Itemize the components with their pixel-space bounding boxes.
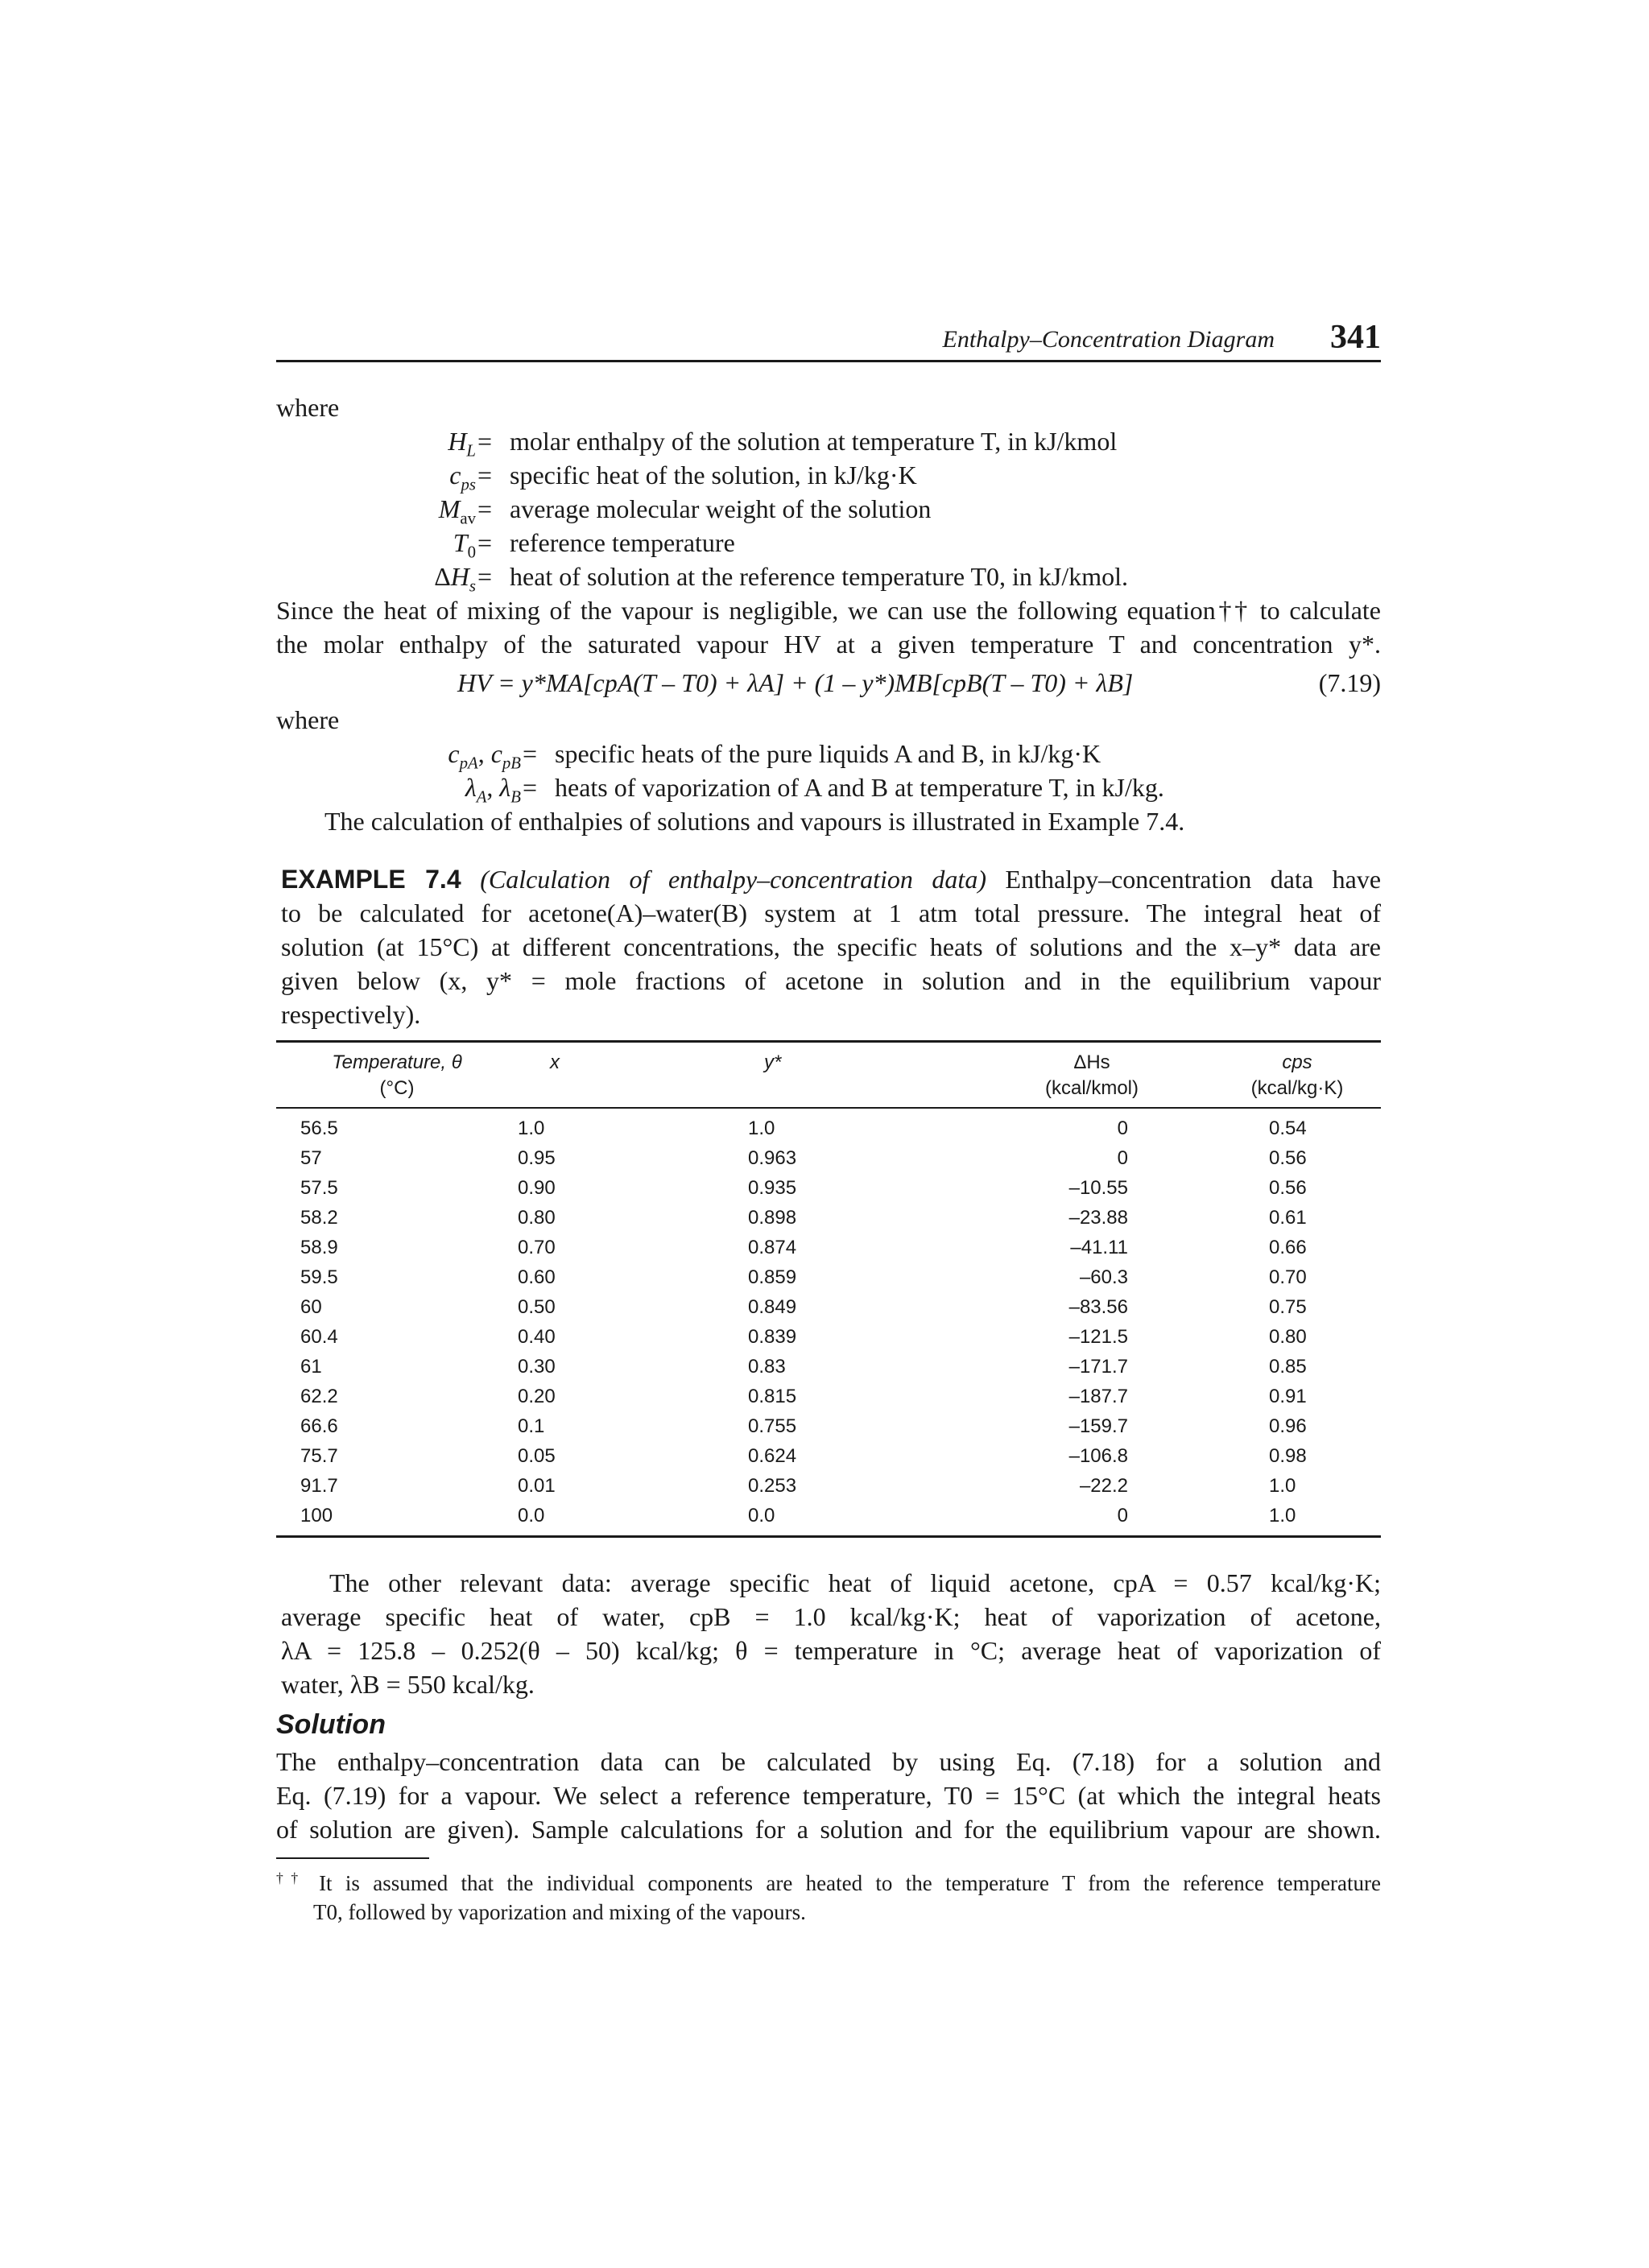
cell-temperature: 57 xyxy=(300,1147,322,1169)
cell-cps: 0.54 xyxy=(1269,1117,1307,1139)
cell-cps: 0.96 xyxy=(1269,1415,1307,1437)
cell-cps-cell xyxy=(1213,1501,1381,1537)
cell-x: 0.90 xyxy=(518,1177,556,1199)
cell-cps: 0.56 xyxy=(1269,1147,1307,1169)
table-row xyxy=(276,1292,1381,1322)
cell-cps: 0.70 xyxy=(1269,1266,1307,1288)
unit-delta-hs: (kcal/kmol) xyxy=(970,1076,1213,1108)
cell-cps: 1.0 xyxy=(1269,1505,1296,1526)
cell-cps-cell xyxy=(1213,1322,1381,1352)
unit-cps: (kcal/kg·K) xyxy=(1213,1076,1381,1108)
cell-cps-cell xyxy=(1213,1108,1381,1143)
cell-x: 0.70 xyxy=(518,1237,556,1258)
cell-cps-cell xyxy=(1213,1471,1381,1501)
cell-x: 0.95 xyxy=(518,1147,556,1169)
cell-cps: 0.80 xyxy=(1269,1326,1307,1348)
cell-temperature: 56.5 xyxy=(300,1117,338,1139)
example-title: (Calculation of enthalpy–concentration data) xyxy=(480,865,986,894)
cell-delta-hs: 0 xyxy=(1117,1117,1128,1139)
cell-x: 1.0 xyxy=(518,1117,545,1139)
cell-cps: 0.91 xyxy=(1269,1386,1307,1407)
equals-sign: = xyxy=(477,562,493,591)
cell-x: 0.30 xyxy=(518,1356,556,1378)
cell-cps-cell xyxy=(1213,1441,1381,1471)
table-row xyxy=(276,1471,1381,1501)
cell-temperature: 75.7 xyxy=(300,1445,338,1467)
data-table xyxy=(276,1040,1381,1538)
cell-delta-hs-cell xyxy=(970,1382,1213,1411)
running-header xyxy=(276,318,1381,362)
cell-y-star: 1.0 xyxy=(748,1117,775,1139)
definition-symbol: $c_{ps}$ xyxy=(449,461,476,494)
definition-text: heats of vaporization of A and B at temperature T, in kJ/kg. xyxy=(555,773,1164,802)
solution-line: of solution are given). Sample calculations for a solution and for the equilibrium vapour are shown. xyxy=(276,1815,1381,1844)
header-delta-hs: ΔHs xyxy=(970,1042,1213,1076)
cell-y-star: 0.859 xyxy=(748,1266,797,1288)
cell-cps-cell xyxy=(1213,1203,1381,1233)
cell-y-star: 0.253 xyxy=(748,1475,797,1497)
definition-text: specific heats of the pure liquids A and B, in kJ/kg·K xyxy=(555,739,1101,768)
cell-temperature: 62.2 xyxy=(300,1386,338,1407)
header-temperature: Temperature, θ xyxy=(276,1042,518,1076)
cell-delta-hs-cell xyxy=(970,1411,1213,1441)
equals-sign: = xyxy=(523,739,538,768)
cell-delta-hs-cell xyxy=(970,1292,1213,1322)
cell-y-star: 0.963 xyxy=(748,1147,797,1169)
definition-symbol: $H_L$ xyxy=(448,427,476,461)
cell-x: 0.50 xyxy=(518,1296,556,1318)
footnote-line: T0, followed by vaporization and mixing of the vapours. xyxy=(313,1900,806,1924)
cell-temperature: 91.7 xyxy=(300,1475,338,1497)
definition-text: specific heat of the solution, in kJ/kg·K xyxy=(510,461,917,490)
definition-item xyxy=(276,560,1381,596)
cell-temperature: 57.5 xyxy=(300,1177,338,1199)
table-row xyxy=(276,1352,1381,1382)
definition-symbol: $T_0$ xyxy=(453,528,476,562)
other-data-line: water, λB = 550 kcal/kg. xyxy=(281,1670,535,1699)
cell-cps: 0.56 xyxy=(1269,1177,1307,1199)
footnote-marker: †† xyxy=(276,1869,306,1886)
header-y-star: y* xyxy=(748,1042,970,1076)
cell-delta-hs-cell xyxy=(970,1173,1213,1203)
example-line: given below (x, y* = mole fractions of acetone in solution and in the equilibrium vapour xyxy=(281,966,1381,995)
footnote-rule xyxy=(276,1857,429,1859)
cell-delta-hs-cell xyxy=(970,1143,1213,1173)
cell-x: 0.40 xyxy=(518,1326,556,1348)
definition-item xyxy=(276,526,1381,560)
cell-temperature: 60.4 xyxy=(300,1326,338,1348)
cell-delta-hs: 0 xyxy=(1117,1147,1128,1169)
running-title: Enthalpy–Concentration Diagram xyxy=(942,326,1275,353)
cell-delta-hs: –10.55 xyxy=(1068,1177,1128,1199)
where-label: where xyxy=(276,705,340,734)
equation-7-19: HV = y*MA[cpA(T – T0) + λA] + (1 – y*)MB[cpB(T – T0) + λB] xyxy=(457,668,1134,697)
solution-heading: Solution xyxy=(276,1709,386,1740)
cell-delta-hs-cell xyxy=(970,1501,1213,1537)
definition-text: heat of solution at the reference temperature T0, in kJ/kmol. xyxy=(510,562,1129,591)
definition-symbol: $c_{pA}$, $c_{pB}$ xyxy=(448,739,521,773)
cell-y-star: 0.935 xyxy=(748,1177,797,1199)
cell-cps-cell xyxy=(1213,1233,1381,1262)
cell-cps-cell xyxy=(1213,1143,1381,1173)
definitions-list-2 xyxy=(276,737,1381,807)
cell-cps: 0.66 xyxy=(1269,1237,1307,1258)
cell-x: 0.80 xyxy=(518,1207,556,1229)
example-text: Enthalpy–concentration data have xyxy=(1005,865,1382,894)
header-cps: cps xyxy=(1213,1042,1381,1076)
example-label: EXAMPLE 7.4 xyxy=(281,865,461,894)
table-row xyxy=(276,1441,1381,1471)
table-row xyxy=(276,1173,1381,1203)
cell-delta-hs: –121.5 xyxy=(1068,1326,1128,1348)
paragraph-line: Since the heat of mixing of the vapour is negligible, we can use the following equation†† to calculate xyxy=(276,596,1381,625)
definition-text: average molecular weight of the solution xyxy=(510,494,932,523)
cell-y-star: 0.755 xyxy=(748,1415,797,1437)
cell-delta-hs-cell xyxy=(970,1233,1213,1262)
definition-text: reference temperature xyxy=(510,528,735,557)
cell-cps: 1.0 xyxy=(1269,1475,1296,1497)
table-row xyxy=(276,1233,1381,1262)
cell-delta-hs: –83.56 xyxy=(1068,1296,1128,1318)
footnote-text: It is assumed that the individual components are heated to the temperature T from the reference temperature xyxy=(319,1871,1382,1895)
definition-symbol: $\lambda_A$, $\lambda_B$ xyxy=(465,773,521,807)
example-first-line xyxy=(281,862,1381,896)
cell-x: 0.01 xyxy=(518,1475,556,1497)
table-row xyxy=(276,1501,1381,1537)
cell-y-star: 0.83 xyxy=(748,1356,786,1378)
equals-sign: = xyxy=(477,427,493,456)
cell-delta-hs: 0 xyxy=(1117,1505,1128,1526)
unit-y-star xyxy=(748,1076,970,1108)
cell-temperature: 59.5 xyxy=(300,1266,338,1288)
cell-cps-cell xyxy=(1213,1411,1381,1441)
cell-x: 0.0 xyxy=(518,1501,748,1537)
cell-cps-cell xyxy=(1213,1262,1381,1292)
equals-sign: = xyxy=(523,773,538,802)
solution-line: The enthalpy–concentration data can be calculated by using Eq. (7.18) for a solution and xyxy=(276,1747,1381,1776)
other-data-line: average specific heat of water, cpB = 1.0 kcal/kg·K; heat of vaporization of acetone, xyxy=(281,1602,1381,1631)
cell-delta-hs: –187.7 xyxy=(1068,1386,1128,1407)
definitions-list-1 xyxy=(276,424,1381,596)
unit-temperature: (°C) xyxy=(276,1076,518,1108)
table-row xyxy=(276,1262,1381,1292)
cell-y-star: 0.874 xyxy=(748,1237,797,1258)
cell-cps: 0.75 xyxy=(1269,1296,1307,1318)
equals-sign: = xyxy=(477,528,493,557)
footnote-line xyxy=(276,1869,1381,1898)
definition-symbol: $M_{av}$ xyxy=(438,494,476,528)
cell-cps: 0.85 xyxy=(1269,1356,1307,1378)
cell-x: 0.60 xyxy=(518,1266,556,1288)
other-data-line: λA = 125.8 – 0.252(θ – 50) kcal/kg; θ = temperature in °C; average heat of vaporization of xyxy=(281,1636,1381,1665)
equals-sign: = xyxy=(477,461,493,490)
cell-delta-hs: –23.88 xyxy=(1068,1207,1128,1229)
cell-delta-hs-cell xyxy=(970,1203,1213,1233)
definition-item xyxy=(276,737,1381,773)
table-header-row xyxy=(276,1042,1381,1076)
cell-y-star: 0.849 xyxy=(748,1296,797,1318)
table-row xyxy=(276,1108,1381,1143)
cell-delta-hs-cell xyxy=(970,1471,1213,1501)
cell-y-star: 0.0 xyxy=(748,1501,970,1537)
definition-item xyxy=(276,492,1381,526)
definition-item xyxy=(276,424,1381,461)
definition-item xyxy=(276,770,1381,807)
cell-x: 0.1 xyxy=(518,1415,545,1437)
cell-temperature: 61 xyxy=(300,1356,322,1378)
page-number: 341 xyxy=(1330,319,1381,356)
cell-delta-hs: –60.3 xyxy=(1079,1266,1128,1288)
cell-delta-hs: –171.7 xyxy=(1068,1356,1128,1378)
equals-sign: = xyxy=(477,494,493,523)
cell-delta-hs: –106.8 xyxy=(1068,1445,1128,1467)
table-body xyxy=(276,1108,1381,1537)
table-row xyxy=(276,1143,1381,1173)
header-x: x xyxy=(518,1042,748,1076)
solution-line: Eq. (7.19) for a vapour. We select a reference temperature, T0 = 15°C (at which the integral heats xyxy=(276,1781,1381,1810)
cell-delta-hs-cell xyxy=(970,1441,1213,1471)
cell-cps-cell xyxy=(1213,1173,1381,1203)
cell-y-star: 0.815 xyxy=(748,1386,797,1407)
definition-text: molar enthalpy of the solution at temperature T, in kJ/kmol xyxy=(510,427,1118,456)
cell-delta-hs-cell xyxy=(970,1322,1213,1352)
cell-cps-cell xyxy=(1213,1292,1381,1322)
where-label: where xyxy=(276,393,340,422)
cell-delta-hs: –159.7 xyxy=(1068,1415,1128,1437)
table-row xyxy=(276,1411,1381,1441)
cell-y-star: 0.839 xyxy=(748,1326,797,1348)
table-row xyxy=(276,1322,1381,1352)
cell-x: 0.05 xyxy=(518,1445,556,1467)
table-row xyxy=(276,1203,1381,1233)
cell-x: 0.20 xyxy=(518,1386,556,1407)
equation-number: (7.19) xyxy=(1318,668,1381,697)
cell-cps: 0.61 xyxy=(1269,1207,1307,1229)
cell-cps: 0.98 xyxy=(1269,1445,1307,1467)
unit-x xyxy=(518,1076,748,1108)
example-line: solution (at 15°C) at different concentrations, the specific heats of solutions and the x–y* data are xyxy=(281,932,1381,961)
cell-delta-hs: –22.2 xyxy=(1079,1475,1128,1497)
cell-cps-cell xyxy=(1213,1352,1381,1382)
paragraph-line: the molar enthalpy of the saturated vapour HV at a given temperature T and concentration y*. xyxy=(276,630,1381,659)
cell-temperature: 60 xyxy=(300,1296,322,1318)
cell-y-star: 0.898 xyxy=(748,1207,797,1229)
cell-y-star: 0.624 xyxy=(748,1445,797,1467)
table-row xyxy=(276,1382,1381,1411)
cell-temperature: 58.9 xyxy=(300,1237,338,1258)
cell-delta-hs-cell xyxy=(970,1108,1213,1143)
cell-delta-hs-cell xyxy=(970,1352,1213,1382)
table-header-units-row xyxy=(276,1076,1381,1108)
cell-delta-hs: –41.11 xyxy=(1070,1237,1128,1258)
cell-temperature: 100 xyxy=(276,1501,518,1537)
definition-item xyxy=(276,458,1381,492)
example-line: to be calculated for acetone(A)–water(B) system at 1 atm total pressure. The integral heat of xyxy=(281,899,1381,927)
cell-cps-cell xyxy=(1213,1382,1381,1411)
cell-temperature: 66.6 xyxy=(300,1415,338,1437)
example-line: respectively). xyxy=(281,1000,421,1029)
definition-symbol: $\Delta H_s$ xyxy=(434,562,476,596)
other-data-line: The other relevant data: average specific heat of liquid acetone, cpA = 0.57 kcal/kg·K; xyxy=(329,1568,1381,1597)
illustration-line: The calculation of enthalpies of solutions and vapours is illustrated in Example 7.4. xyxy=(324,807,1185,836)
cell-temperature: 58.2 xyxy=(300,1207,338,1229)
cell-delta-hs-cell xyxy=(970,1262,1213,1292)
